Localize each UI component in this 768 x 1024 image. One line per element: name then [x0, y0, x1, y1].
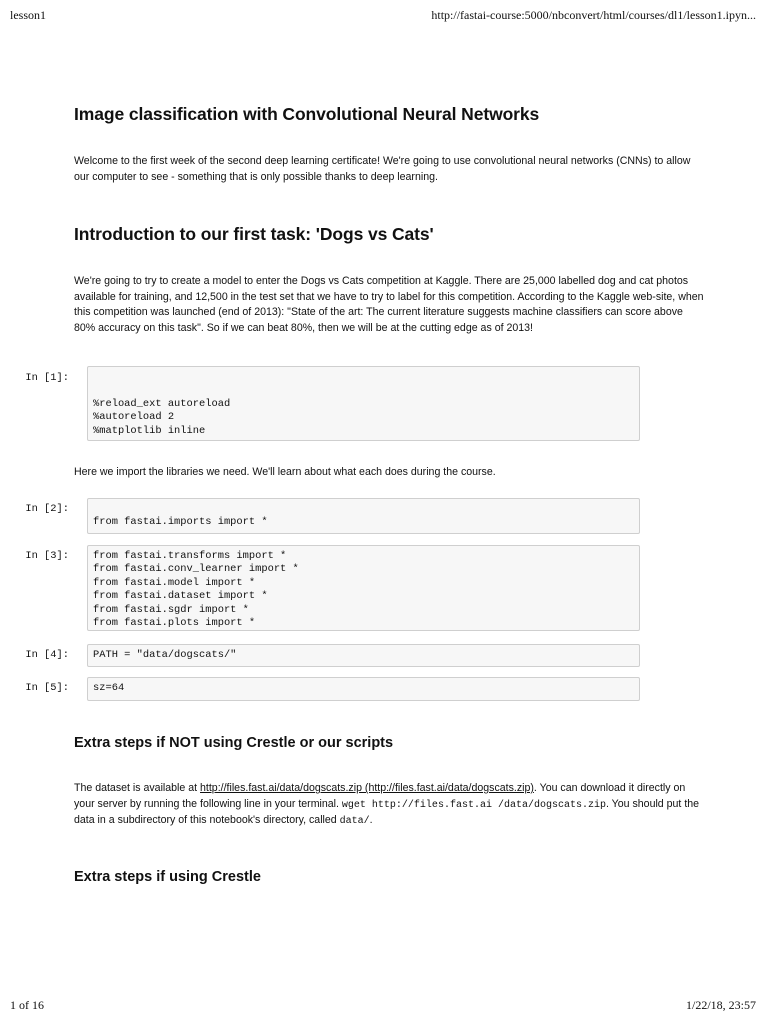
code-line: %autoreload 2 [93, 411, 175, 424]
code-line: from fastai.dataset import * [93, 590, 268, 603]
print-header-title: lesson1 [10, 8, 46, 22]
code-line: from fastai.model import * [93, 576, 256, 589]
dataset-download-link[interactable]: http://files.fast.ai/data/dogscats.zip (http://files.fast.ai/data/dogscats.zip) [200, 782, 534, 794]
code-line [93, 384, 634, 397]
code-line: from fastai.plots import * [93, 617, 256, 630]
code-line [93, 371, 634, 384]
code-cell [17, 545, 698, 631]
data-dir-code: data/ [339, 816, 370, 827]
print-footer-page-count: 1 of 16 [10, 998, 44, 1012]
section-heading-not-using-crestle: Extra steps if NOT using Crestle or our scripts [74, 735, 394, 751]
dataset-text-part2: . You can download it directly on your server by running the following line in your terminal. [74, 782, 686, 810]
dataset-text-part1: The dataset is available at [74, 782, 201, 794]
cell-prompt: In [3]: [25, 550, 69, 562]
cell-prompt: In [4]: [25, 649, 69, 661]
cell-input[interactable] [87, 366, 640, 441]
code-line [93, 503, 634, 516]
code-line: %reload_ext autoreload [93, 397, 231, 410]
code-cell [17, 366, 698, 441]
cell-prompt: In [2]: [25, 503, 69, 515]
cell-input[interactable] [87, 545, 640, 631]
code-line: sz=64 [93, 682, 125, 694]
cell-input[interactable] [87, 498, 640, 534]
code-line: from fastai.sgdr import * [93, 603, 249, 616]
code-cell [17, 644, 698, 667]
code-line: from fastai.imports import * [93, 516, 268, 529]
cell-input[interactable] [87, 677, 640, 701]
dataset-paragraph [74, 781, 704, 830]
import-paragraph: Here we import the libraries we need. We'll learn about what each does during the course. [74, 466, 496, 478]
cell-prompt: In [5]: [25, 682, 69, 694]
cell-prompt: In [1]: [25, 372, 69, 384]
code-cell [17, 677, 698, 701]
code-line: PATH = "data/dogscats/" [93, 649, 237, 661]
cell-input[interactable] [87, 644, 640, 667]
code-line: from fastai.transforms import * [93, 550, 287, 562]
wget-command: wget http://files.fast.ai /data/dogscats.zip [341, 799, 606, 811]
section-heading-using-crestle: Extra steps if using Crestle [74, 869, 261, 885]
code-cell [17, 498, 698, 534]
code-line: from fastai.conv_learner import * [93, 563, 299, 576]
section-heading-dogs-vs-cats: Introduction to our first task: 'Dogs vs Cats' [74, 224, 434, 244]
dogs-vs-cats-paragraph: We're going to try to create a model to enter the Dogs vs Cats competition at Kaggle. There are 25,000 labelled dog and cat photos available for training, and 12,500 in the test set that we have to try to label for this competition. According to the Kaggle web-site, when this competition was launched (end of 2013): "State of the art: The current literature suggests machine classifiers can score above 80% accuracy on this task". So if we can beat 80%, then we will be at the cutting edge as of 2013! [74, 275, 704, 334]
intro-paragraph: Welcome to the first week of the second deep learning certificate! We're going to use convolutional neural networks (CNNs) to allow our computer to see - something that is only possible thanks to deep learning. [74, 155, 691, 183]
notebook-title: Image classification with Convolutional Neural Networks [74, 104, 540, 124]
dataset-text-part3: . You should put the data in a subdirectory of this notebook's directory, called [74, 797, 700, 826]
dataset-text-part4: . [369, 814, 373, 826]
print-footer-timestamp: 1/22/18, 23:57 [685, 998, 756, 1012]
print-header-url: http://fastai-course:5000/nbconvert/html/courses/dl1/lesson1.ipyn... [431, 8, 756, 22]
code-line: %matplotlib inline [93, 424, 206, 437]
